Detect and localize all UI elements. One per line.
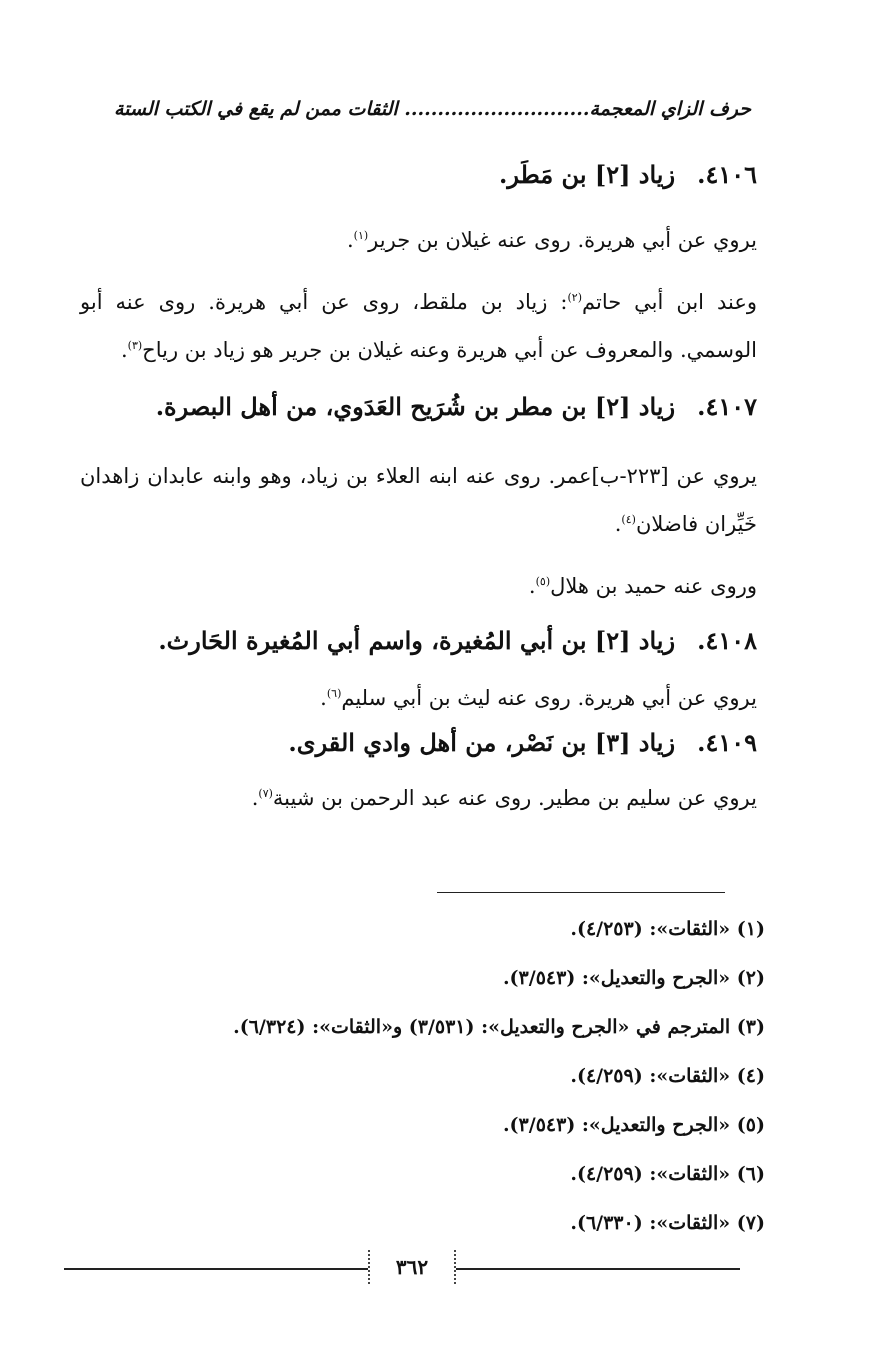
footnote-item: (٤) «الثقات»: (٤/٢٥٩). <box>570 1065 765 1087</box>
footnotes <box>65 905 765 1248</box>
footnote-ref: (٦) <box>326 687 342 700</box>
paragraph-text: : زياد بن ملقط، روى عن أبي هريرة. روى عنه أبو الوسمي. والمعروف عن أبي هريرة وعنه غيلان بن جرير هو زياد بن رياح <box>80 290 757 362</box>
footnote-ref: (٧) <box>258 787 273 800</box>
entry-number: ٤١٠٨. <box>697 626 757 655</box>
footnote-separator <box>437 892 725 893</box>
entry-title: زياد [٢] بن أبي المُغيرة، واسم أبي المُغيرة الحَارث. <box>158 626 676 655</box>
paragraph-text: يروي عن أبي هريرة. روى عنه غيلان بن جرير <box>368 228 757 252</box>
entry-number: ٤١٠٧. <box>697 392 757 421</box>
entry-paragraph <box>80 278 757 374</box>
footnote-item: (٣) المترجم في «الجرح والتعديل»: (٣/٥٣١) و«الثقات»: (٦/٣٢٤). <box>233 1016 765 1038</box>
entry-paragraph <box>80 562 757 610</box>
footnote-item: (٢) «الجرح والتعديل»: (٣/٥٤٣). <box>502 967 765 989</box>
paragraph-end: . <box>528 574 536 598</box>
paragraph-text: يروي عن [٢٢٣-ب]عمر. روى عنه ابنه العلاء بن زياد، وهو وابنه عابدان زاهدان خَيِّران فاضلان <box>80 464 757 536</box>
paragraph-text: يروي عن أبي هريرة. روى عنه ليث بن أبي سليم <box>341 686 757 710</box>
entry-heading <box>117 728 757 757</box>
footnote-item: (٥) «الجرح والتعديل»: (٣/٥٤٣). <box>502 1114 765 1136</box>
entry-title: زياد [٣] بن نَصْر، من أهل وادي القرى. <box>288 728 676 757</box>
entry-title: زياد [٢] بن مَطَر. <box>499 160 676 189</box>
entry-paragraph <box>80 774 757 822</box>
header-dots: ............................ <box>404 98 590 120</box>
entry-heading <box>117 160 757 189</box>
paragraph-text: وروى عنه حميد بن هلال <box>550 574 757 598</box>
running-header <box>113 98 751 120</box>
entry-heading <box>117 392 757 421</box>
header-chapter: حرف الزاي المعجمة <box>589 98 751 120</box>
footnote-ref: (٥) <box>535 575 551 588</box>
footnote-ref: (٣) <box>127 339 143 352</box>
entry-heading <box>117 626 757 655</box>
entry-title: زياد [٢] بن مطر بن شُرَيح العَدَوي، من أهل البصرة. <box>155 392 676 421</box>
entry-paragraph <box>80 674 757 722</box>
paragraph-end: . <box>346 228 354 252</box>
paragraph-text: يروي عن سليم بن مطير. روى عنه عبد الرحمن بن شيبة <box>272 786 757 810</box>
footnote-item: (٧) «الثقات»: (٦/٣٣٠). <box>570 1212 765 1234</box>
entry-paragraph <box>80 452 757 548</box>
paragraph-text: وعند ابن أبي حاتم <box>582 290 757 314</box>
footnote-ref: (٤) <box>621 513 636 526</box>
footnote-ref: (١) <box>353 229 369 242</box>
paragraph-end: . <box>614 512 622 536</box>
page-number: ٣٦٢ <box>368 1250 456 1284</box>
paragraph-end: . <box>120 338 128 362</box>
footnote-ref: (٢) <box>567 291 582 304</box>
paragraph-end: . <box>320 686 327 710</box>
footnote-item: (١) «الثقات»: (٤/٢٥٣). <box>570 918 765 940</box>
header-book-title: الثقات ممن لم يقع في الكتب الستة <box>113 98 398 120</box>
footnote-item: (٦) «الثقات»: (٤/٢٥٩). <box>570 1163 765 1185</box>
entry-paragraph <box>80 216 757 264</box>
entry-number: ٤١٠٩. <box>697 728 757 757</box>
paragraph-end: . <box>251 786 259 810</box>
entry-number: ٤١٠٦. <box>697 160 757 189</box>
